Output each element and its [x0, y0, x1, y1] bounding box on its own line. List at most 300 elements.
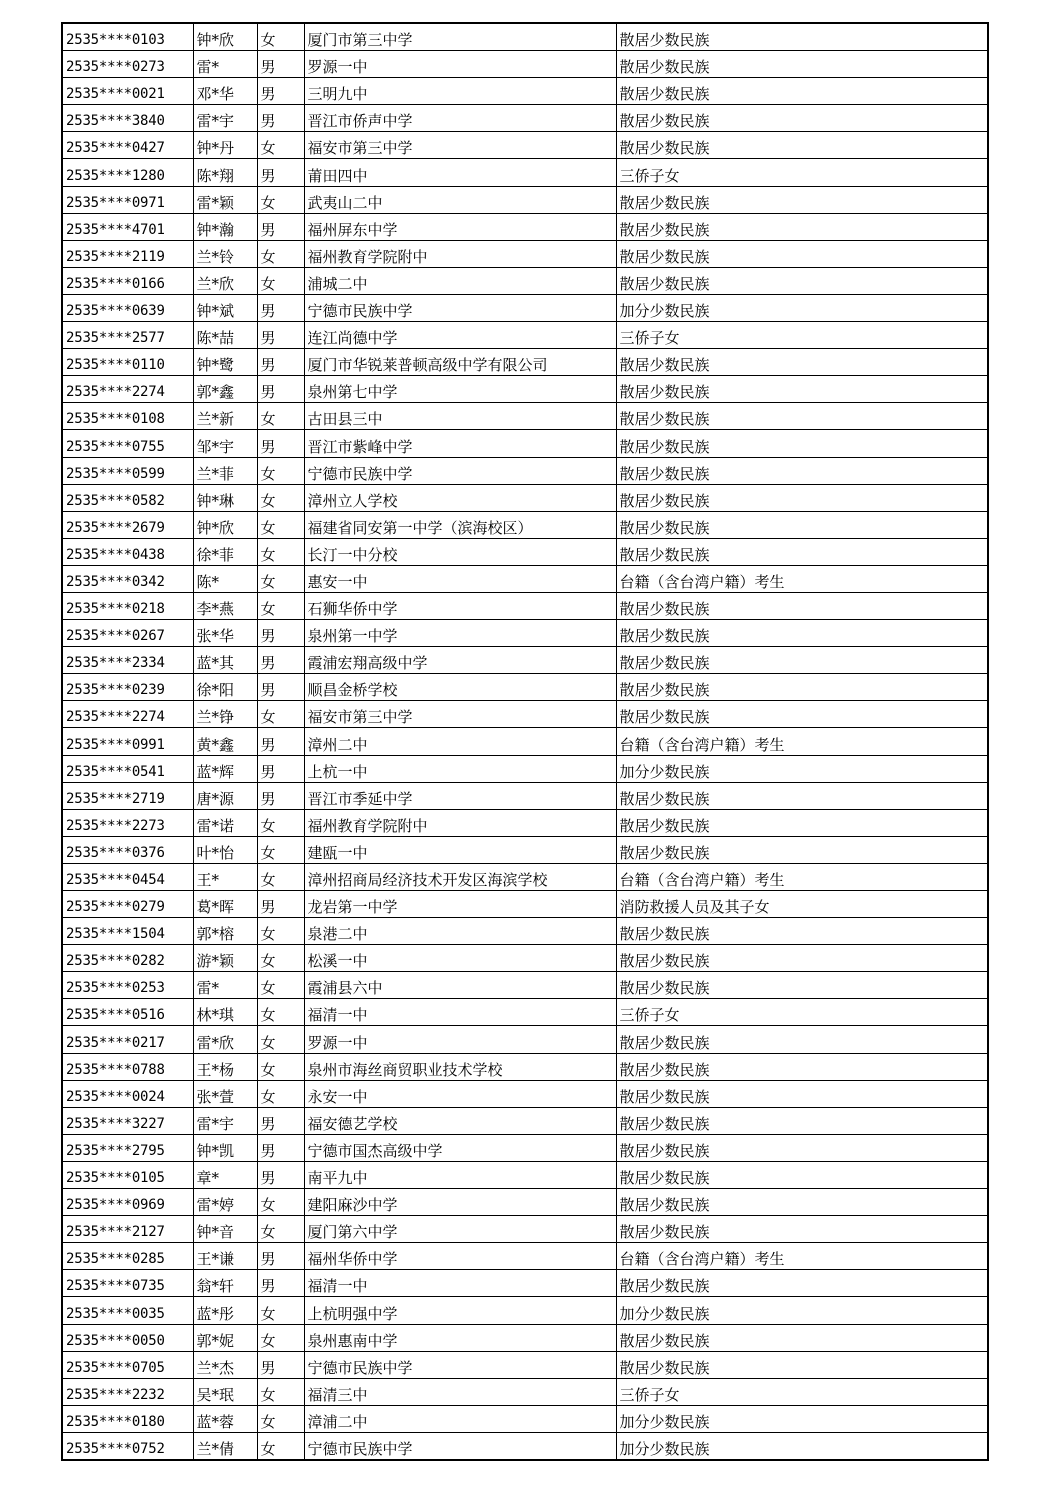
school-cell: 福清三中 [304, 1378, 616, 1405]
gender-cell: 女 [257, 240, 304, 267]
exam-id-cell: 2535****0735 [62, 1270, 193, 1297]
gender-cell: 女 [257, 809, 304, 836]
table-row [62, 376, 988, 403]
name-cell: 兰*欣 [193, 267, 257, 294]
table-row [62, 484, 988, 511]
exam-id-cell: 2535****0108 [62, 403, 193, 430]
table-row [62, 755, 988, 782]
school-cell: 永安一中 [304, 1080, 616, 1107]
name-cell: 蓝*其 [193, 647, 257, 674]
name-cell: 林*琪 [193, 999, 257, 1026]
category-cell: 散居少数民族 [616, 240, 988, 267]
name-cell: 李*燕 [193, 592, 257, 619]
gender-cell: 女 [257, 511, 304, 538]
name-cell: 兰*铮 [193, 701, 257, 728]
exam-id-cell: 2535****2119 [62, 240, 193, 267]
gender-cell: 男 [257, 1161, 304, 1188]
category-cell: 散居少数民族 [616, 945, 988, 972]
name-cell: 王*谦 [193, 1243, 257, 1270]
name-cell: 邹*宇 [193, 430, 257, 457]
exam-id-cell: 2535****2577 [62, 322, 193, 349]
school-cell: 霞浦县六中 [304, 972, 616, 999]
name-cell: 游*颖 [193, 945, 257, 972]
table-row [62, 1432, 988, 1460]
name-cell: 钟*凯 [193, 1134, 257, 1161]
category-cell: 三侨子女 [616, 322, 988, 349]
category-cell: 散居少数民族 [616, 1053, 988, 1080]
table-row [62, 186, 988, 213]
school-cell: 宁德市民族中学 [304, 1432, 616, 1460]
exam-id-cell: 2535****0971 [62, 186, 193, 213]
exam-id-cell: 2535****0752 [62, 1432, 193, 1460]
table-row [62, 213, 988, 240]
name-cell: 雷*颖 [193, 186, 257, 213]
school-cell: 罗源一中 [304, 1026, 616, 1053]
table-row [62, 538, 988, 565]
category-cell: 散居少数民族 [616, 836, 988, 863]
school-cell: 顺昌金桥学校 [304, 674, 616, 701]
table-row [62, 1270, 988, 1297]
exam-id-cell: 2535****2334 [62, 647, 193, 674]
category-cell: 散居少数民族 [616, 1026, 988, 1053]
category-cell: 加分少数民族 [616, 294, 988, 321]
category-cell: 加分少数民族 [616, 1432, 988, 1460]
school-cell: 宁德市国杰高级中学 [304, 1134, 616, 1161]
gender-cell: 女 [257, 1324, 304, 1351]
school-cell: 南平九中 [304, 1161, 616, 1188]
exam-id-cell: 2535****0541 [62, 755, 193, 782]
school-cell: 厦门市华锐莱普顿高级中学有限公司 [304, 349, 616, 376]
category-cell: 散居少数民族 [616, 809, 988, 836]
name-cell: 吴*珉 [193, 1378, 257, 1405]
gender-cell: 女 [257, 863, 304, 890]
exam-id-cell: 2535****0599 [62, 457, 193, 484]
name-cell: 章* [193, 1161, 257, 1188]
table-row [62, 565, 988, 592]
student-list-body [62, 23, 988, 1460]
category-cell: 散居少数民族 [616, 186, 988, 213]
name-cell: 兰*铃 [193, 240, 257, 267]
table-row [62, 349, 988, 376]
gender-cell: 男 [257, 322, 304, 349]
school-cell: 漳浦二中 [304, 1405, 616, 1432]
table-row [62, 1324, 988, 1351]
gender-cell: 男 [257, 105, 304, 132]
school-cell: 浦城二中 [304, 267, 616, 294]
exam-id-cell: 2535****0454 [62, 863, 193, 890]
gender-cell: 男 [257, 349, 304, 376]
exam-id-cell: 2535****4701 [62, 213, 193, 240]
table-row [62, 592, 988, 619]
name-cell: 郭*妮 [193, 1324, 257, 1351]
gender-cell: 女 [257, 1405, 304, 1432]
gender-cell: 女 [257, 457, 304, 484]
category-cell: 台籍（含台湾户籍）考生 [616, 1243, 988, 1270]
school-cell: 福清一中 [304, 1270, 616, 1297]
exam-id-cell: 2535****0105 [62, 1161, 193, 1188]
exam-id-cell: 2535****0035 [62, 1297, 193, 1324]
category-cell: 散居少数民族 [616, 132, 988, 159]
exam-id-cell: 2535****3840 [62, 105, 193, 132]
name-cell: 雷*宇 [193, 105, 257, 132]
gender-cell: 男 [257, 51, 304, 78]
school-cell: 上杭一中 [304, 755, 616, 782]
category-cell: 散居少数民族 [616, 782, 988, 809]
table-row [62, 945, 988, 972]
gender-cell: 女 [257, 1189, 304, 1216]
school-cell: 龙岩第一中学 [304, 891, 616, 918]
exam-id-cell: 2535****0218 [62, 592, 193, 619]
school-cell: 泉州惠南中学 [304, 1324, 616, 1351]
school-cell: 晋江市紫峰中学 [304, 430, 616, 457]
gender-cell: 男 [257, 159, 304, 186]
gender-cell: 女 [257, 538, 304, 565]
school-cell: 泉港二中 [304, 918, 616, 945]
table-row [62, 1134, 988, 1161]
name-cell: 雷*诺 [193, 809, 257, 836]
table-row [62, 51, 988, 78]
category-cell: 三侨子女 [616, 1378, 988, 1405]
table-row [62, 1297, 988, 1324]
category-cell: 散居少数民族 [616, 592, 988, 619]
category-cell: 散居少数民族 [616, 1351, 988, 1378]
name-cell: 兰*新 [193, 403, 257, 430]
category-cell: 台籍（含台湾户籍）考生 [616, 863, 988, 890]
school-cell: 武夷山二中 [304, 186, 616, 213]
school-cell: 漳州立人学校 [304, 484, 616, 511]
name-cell: 黄*鑫 [193, 728, 257, 755]
exam-id-cell: 2535****0180 [62, 1405, 193, 1432]
exam-id-cell: 2535****0282 [62, 945, 193, 972]
school-cell: 漳州招商局经济技术开发区海滨学校 [304, 863, 616, 890]
name-cell: 雷*欣 [193, 1026, 257, 1053]
table-row [62, 782, 988, 809]
category-cell: 散居少数民族 [616, 105, 988, 132]
school-cell: 漳州二中 [304, 728, 616, 755]
gender-cell: 男 [257, 891, 304, 918]
school-cell: 松溪一中 [304, 945, 616, 972]
gender-cell: 男 [257, 376, 304, 403]
exam-id-cell: 2535****0516 [62, 999, 193, 1026]
category-cell: 散居少数民族 [616, 1134, 988, 1161]
exam-id-cell: 2535****2719 [62, 782, 193, 809]
category-cell: 散居少数民族 [616, 674, 988, 701]
table-row [62, 23, 988, 51]
school-cell: 长汀一中分校 [304, 538, 616, 565]
school-cell: 福州教育学院附中 [304, 809, 616, 836]
table-row [62, 620, 988, 647]
school-cell: 厦门市第三中学 [304, 23, 616, 51]
name-cell: 钟*欣 [193, 511, 257, 538]
gender-cell: 男 [257, 674, 304, 701]
table-row [62, 457, 988, 484]
exam-id-cell: 2535****0438 [62, 538, 193, 565]
name-cell: 雷*宇 [193, 1107, 257, 1134]
gender-cell: 女 [257, 1216, 304, 1243]
name-cell: 张*萱 [193, 1080, 257, 1107]
exam-id-cell: 2535****0991 [62, 728, 193, 755]
name-cell: 唐*源 [193, 782, 257, 809]
exam-id-cell: 2535****0969 [62, 1189, 193, 1216]
category-cell: 加分少数民族 [616, 1297, 988, 1324]
table-row [62, 1378, 988, 1405]
name-cell: 陈*翔 [193, 159, 257, 186]
school-cell: 泉州市海丝商贸职业技术学校 [304, 1053, 616, 1080]
gender-cell: 男 [257, 1270, 304, 1297]
table-row [62, 267, 988, 294]
category-cell: 散居少数民族 [616, 23, 988, 51]
school-cell: 福州华侨中学 [304, 1243, 616, 1270]
exam-id-cell: 2535****0285 [62, 1243, 193, 1270]
exam-id-cell: 2535****0582 [62, 484, 193, 511]
category-cell: 加分少数民族 [616, 1405, 988, 1432]
table-row [62, 1053, 988, 1080]
school-cell: 宁德市民族中学 [304, 457, 616, 484]
category-cell: 散居少数民族 [616, 1189, 988, 1216]
category-cell: 散居少数民族 [616, 511, 988, 538]
category-cell: 三侨子女 [616, 159, 988, 186]
exam-id-cell: 2535****1504 [62, 918, 193, 945]
exam-id-cell: 2535****2795 [62, 1134, 193, 1161]
name-cell: 陈* [193, 565, 257, 592]
category-cell: 散居少数民族 [616, 620, 988, 647]
name-cell: 葛*晖 [193, 891, 257, 918]
gender-cell: 女 [257, 1432, 304, 1460]
category-cell: 散居少数民族 [616, 403, 988, 430]
exam-id-cell: 2535****0376 [62, 836, 193, 863]
school-cell: 惠安一中 [304, 565, 616, 592]
school-cell: 福安市第三中学 [304, 701, 616, 728]
exam-id-cell: 2535****0639 [62, 294, 193, 321]
school-cell: 连江尚德中学 [304, 322, 616, 349]
gender-cell: 女 [257, 972, 304, 999]
gender-cell: 男 [257, 430, 304, 457]
name-cell: 兰*杰 [193, 1351, 257, 1378]
name-cell: 钟*鹭 [193, 349, 257, 376]
category-cell: 台籍（含台湾户籍）考生 [616, 565, 988, 592]
category-cell: 散居少数民族 [616, 701, 988, 728]
school-cell: 三明九中 [304, 78, 616, 105]
school-cell: 福建省同安第一中学（滨海校区） [304, 511, 616, 538]
table-row [62, 972, 988, 999]
name-cell: 徐*菲 [193, 538, 257, 565]
school-cell: 福州屏东中学 [304, 213, 616, 240]
school-cell: 福安市第三中学 [304, 132, 616, 159]
gender-cell: 男 [257, 647, 304, 674]
school-cell: 石狮华侨中学 [304, 592, 616, 619]
school-cell: 建瓯一中 [304, 836, 616, 863]
gender-cell: 男 [257, 728, 304, 755]
category-cell: 散居少数民族 [616, 430, 988, 457]
name-cell: 邓*华 [193, 78, 257, 105]
gender-cell: 女 [257, 592, 304, 619]
gender-cell: 女 [257, 267, 304, 294]
category-cell: 散居少数民族 [616, 1324, 988, 1351]
category-cell: 散居少数民族 [616, 51, 988, 78]
school-cell: 福清一中 [304, 999, 616, 1026]
table-row [62, 918, 988, 945]
exam-id-cell: 2535****0788 [62, 1053, 193, 1080]
gender-cell: 女 [257, 23, 304, 51]
name-cell: 徐*阳 [193, 674, 257, 701]
exam-id-cell: 2535****0279 [62, 891, 193, 918]
school-cell: 晋江市侨声中学 [304, 105, 616, 132]
table-row [62, 1161, 988, 1188]
gender-cell: 男 [257, 1107, 304, 1134]
name-cell: 叶*怡 [193, 836, 257, 863]
table-row [62, 322, 988, 349]
name-cell: 陈*喆 [193, 322, 257, 349]
name-cell: 王*杨 [193, 1053, 257, 1080]
table-row [62, 240, 988, 267]
name-cell: 翁*轩 [193, 1270, 257, 1297]
category-cell: 散居少数民族 [616, 213, 988, 240]
category-cell: 三侨子女 [616, 999, 988, 1026]
gender-cell: 男 [257, 1243, 304, 1270]
table-row [62, 891, 988, 918]
name-cell: 张*华 [193, 620, 257, 647]
school-cell: 泉州第七中学 [304, 376, 616, 403]
exam-id-cell: 2535****3227 [62, 1107, 193, 1134]
table-row [62, 1080, 988, 1107]
gender-cell: 女 [257, 918, 304, 945]
name-cell: 蓝*彤 [193, 1297, 257, 1324]
exam-id-cell: 2535****0267 [62, 620, 193, 647]
name-cell: 雷* [193, 972, 257, 999]
gender-cell: 男 [257, 1134, 304, 1161]
gender-cell: 女 [257, 999, 304, 1026]
name-cell: 兰*倩 [193, 1432, 257, 1460]
exam-id-cell: 2535****0253 [62, 972, 193, 999]
gender-cell: 男 [257, 294, 304, 321]
category-cell: 加分少数民族 [616, 755, 988, 782]
school-cell: 宁德市民族中学 [304, 1351, 616, 1378]
category-cell: 散居少数民族 [616, 267, 988, 294]
school-cell: 泉州第一中学 [304, 620, 616, 647]
exam-id-cell: 2535****0239 [62, 674, 193, 701]
category-cell: 散居少数民族 [616, 484, 988, 511]
table-row [62, 809, 988, 836]
name-cell: 钟*欣 [193, 23, 257, 51]
exam-id-cell: 2535****2273 [62, 809, 193, 836]
table-row [62, 1107, 988, 1134]
category-cell: 散居少数民族 [616, 1216, 988, 1243]
school-cell: 宁德市民族中学 [304, 294, 616, 321]
gender-cell: 男 [257, 213, 304, 240]
table-row [62, 403, 988, 430]
category-cell: 散居少数民族 [616, 1270, 988, 1297]
gender-cell: 女 [257, 484, 304, 511]
category-cell: 散居少数民族 [616, 376, 988, 403]
category-cell: 散居少数民族 [616, 78, 988, 105]
gender-cell: 女 [257, 945, 304, 972]
table-row [62, 78, 988, 105]
exam-id-cell: 2535****0273 [62, 51, 193, 78]
gender-cell: 男 [257, 755, 304, 782]
school-cell: 莆田四中 [304, 159, 616, 186]
exam-id-cell: 2535****2274 [62, 376, 193, 403]
table-row [62, 105, 988, 132]
gender-cell: 女 [257, 186, 304, 213]
gender-cell: 女 [257, 403, 304, 430]
exam-id-cell: 2535****0217 [62, 1026, 193, 1053]
gender-cell: 男 [257, 78, 304, 105]
name-cell: 钟*丹 [193, 132, 257, 159]
table-row [62, 1351, 988, 1378]
table-row [62, 836, 988, 863]
exam-id-cell: 2535****0110 [62, 349, 193, 376]
gender-cell: 男 [257, 620, 304, 647]
table-row [62, 728, 988, 755]
school-cell: 上杭明强中学 [304, 1297, 616, 1324]
gender-cell: 女 [257, 1297, 304, 1324]
name-cell: 郭*榕 [193, 918, 257, 945]
name-cell: 钟*琳 [193, 484, 257, 511]
category-cell: 散居少数民族 [616, 1107, 988, 1134]
name-cell: 钟*瀚 [193, 213, 257, 240]
exam-id-cell: 2535****1280 [62, 159, 193, 186]
table-row [62, 1243, 988, 1270]
gender-cell: 女 [257, 1026, 304, 1053]
category-cell: 散居少数民族 [616, 1161, 988, 1188]
category-cell: 散居少数民族 [616, 1080, 988, 1107]
table-row [62, 1216, 988, 1243]
exam-id-cell: 2535****0166 [62, 267, 193, 294]
category-cell: 散居少数民族 [616, 972, 988, 999]
exam-id-cell: 2535****0342 [62, 565, 193, 592]
name-cell: 雷* [193, 51, 257, 78]
school-cell: 厦门第六中学 [304, 1216, 616, 1243]
school-cell: 福州教育学院附中 [304, 240, 616, 267]
table-row [62, 430, 988, 457]
gender-cell: 女 [257, 1080, 304, 1107]
table-row [62, 863, 988, 890]
category-cell: 散居少数民族 [616, 538, 988, 565]
table-row [62, 1026, 988, 1053]
table-row [62, 1189, 988, 1216]
table-row [62, 647, 988, 674]
name-cell: 钟*音 [193, 1216, 257, 1243]
name-cell: 雷*婷 [193, 1189, 257, 1216]
exam-id-cell: 2535****0755 [62, 430, 193, 457]
school-cell: 建阳麻沙中学 [304, 1189, 616, 1216]
exam-id-cell: 2535****0050 [62, 1324, 193, 1351]
gender-cell: 女 [257, 1053, 304, 1080]
category-cell: 散居少数民族 [616, 918, 988, 945]
gender-cell: 女 [257, 132, 304, 159]
exam-id-cell: 2535****0705 [62, 1351, 193, 1378]
student-list-table [61, 22, 989, 1461]
name-cell: 王* [193, 863, 257, 890]
exam-id-cell: 2535****0024 [62, 1080, 193, 1107]
exam-id-cell: 2535****2127 [62, 1216, 193, 1243]
exam-id-cell: 2535****0103 [62, 23, 193, 51]
name-cell: 兰*菲 [193, 457, 257, 484]
exam-id-cell: 2535****2679 [62, 511, 193, 538]
exam-id-cell: 2535****0021 [62, 78, 193, 105]
school-cell: 霞浦宏翔高级中学 [304, 647, 616, 674]
gender-cell: 男 [257, 1351, 304, 1378]
name-cell: 蓝*蓉 [193, 1405, 257, 1432]
exam-id-cell: 2535****0427 [62, 132, 193, 159]
gender-cell: 女 [257, 1378, 304, 1405]
gender-cell: 女 [257, 836, 304, 863]
school-cell: 福安德艺学校 [304, 1107, 616, 1134]
category-cell: 散居少数民族 [616, 647, 988, 674]
category-cell: 消防救援人员及其子女 [616, 891, 988, 918]
table-row [62, 511, 988, 538]
exam-id-cell: 2535****2232 [62, 1378, 193, 1405]
